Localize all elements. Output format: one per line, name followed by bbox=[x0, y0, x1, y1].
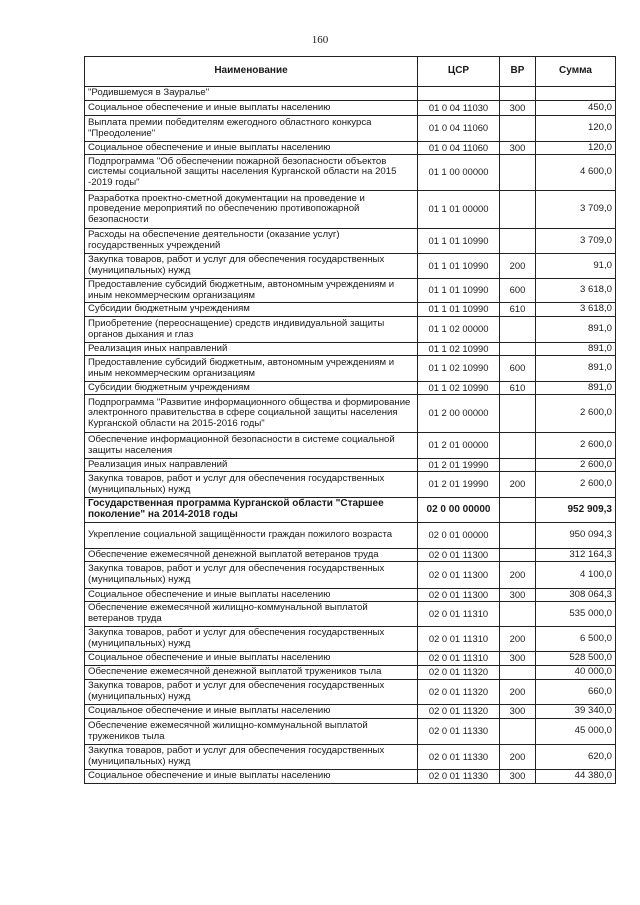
row-vr bbox=[500, 549, 536, 562]
row-csr: 02 0 01 11300 bbox=[418, 589, 500, 602]
row-sum: 39 340,0 bbox=[536, 705, 616, 719]
row-name: Государственная программа Курганской области "Старшее поколение" на 2014-2018 годы bbox=[85, 498, 418, 523]
row-vr: 300 bbox=[500, 652, 536, 666]
row-vr bbox=[500, 155, 536, 191]
row-sum bbox=[536, 87, 616, 101]
row-name: Социальное обеспечение и иные выплаты населению bbox=[85, 770, 418, 784]
row-name: Обеспечение ежемесячной денежной выплатой тружеников тыла bbox=[85, 666, 418, 680]
table-row bbox=[85, 705, 616, 719]
row-sum: 660,0 bbox=[536, 680, 616, 705]
row-name: Закупка товаров, работ и услуг для обеспечения государственных (муниципальных) нужд bbox=[85, 562, 418, 589]
row-vr: 300 bbox=[500, 101, 536, 116]
header-name: Наименование bbox=[85, 57, 418, 87]
row-vr bbox=[500, 719, 536, 745]
row-sum: 308 064,3 bbox=[536, 589, 616, 602]
row-csr bbox=[418, 87, 500, 101]
header-row bbox=[85, 57, 616, 87]
row-csr: 02 0 01 11330 bbox=[418, 719, 500, 745]
header-sum: Сумма bbox=[536, 57, 616, 87]
row-name: Закупка товаров, работ и услуг для обеспечения государственных (муниципальных) нужд bbox=[85, 745, 418, 770]
row-vr: 200 bbox=[500, 254, 536, 279]
table-row bbox=[85, 279, 616, 303]
row-name: Закупка товаров, работ и услуг для обеспечения государственных (муниципальных) нужд bbox=[85, 254, 418, 279]
row-csr: 01 1 01 10990 bbox=[418, 254, 500, 279]
row-name: Укрепление социальной защищённости граждан пожилого возраста bbox=[85, 523, 418, 549]
row-csr: 02 0 01 00000 bbox=[418, 523, 500, 549]
table-row bbox=[85, 155, 616, 191]
row-vr: 200 bbox=[500, 627, 536, 652]
table-row bbox=[85, 523, 616, 549]
row-vr bbox=[500, 87, 536, 101]
row-name: Обеспечение ежемесячной жилищно-коммунальной выплатой ветеранов труда bbox=[85, 602, 418, 627]
table-row bbox=[85, 101, 616, 116]
row-sum: 45 000,0 bbox=[536, 719, 616, 745]
table-row bbox=[85, 589, 616, 602]
table-row bbox=[85, 627, 616, 652]
table-row bbox=[85, 142, 616, 155]
table-row bbox=[85, 395, 616, 433]
table-row bbox=[85, 191, 616, 229]
row-vr: 200 bbox=[500, 680, 536, 705]
table-row bbox=[85, 602, 616, 627]
row-sum: 891,0 bbox=[536, 356, 616, 382]
row-name: Закупка товаров, работ и услуг для обеспечения государственных (муниципальных) нужд bbox=[85, 680, 418, 705]
row-vr bbox=[500, 191, 536, 229]
row-csr: 01 1 02 10990 bbox=[418, 382, 500, 395]
row-csr: 01 0 04 11030 bbox=[418, 101, 500, 116]
row-vr bbox=[500, 343, 536, 356]
row-sum: 950 094,3 bbox=[536, 523, 616, 549]
row-name: Субсидии бюджетным учреждениям bbox=[85, 382, 418, 395]
row-name: Социальное обеспечение и иные выплаты населению bbox=[85, 652, 418, 666]
table-row bbox=[85, 317, 616, 343]
row-sum: 3 618,0 bbox=[536, 279, 616, 303]
row-sum: 891,0 bbox=[536, 343, 616, 356]
row-csr: 02 0 01 11330 bbox=[418, 770, 500, 784]
row-vr: 600 bbox=[500, 356, 536, 382]
row-name: Расходы на обеспечение деятельности (оказание услуг) государственных учреждений bbox=[85, 229, 418, 254]
row-sum: 2 600,0 bbox=[536, 395, 616, 433]
table-row bbox=[85, 343, 616, 356]
row-name: Обеспечение ежемесячной жилищно-коммунальной выплатой тружеников тыла bbox=[85, 719, 418, 745]
row-vr: 300 bbox=[500, 770, 536, 784]
row-csr: 01 2 00 00000 bbox=[418, 395, 500, 433]
row-sum: 891,0 bbox=[536, 382, 616, 395]
row-name: Обеспечение ежемесячной денежной выплатой ветеранов труда bbox=[85, 549, 418, 562]
row-name: Социальное обеспечение и иные выплаты населению bbox=[85, 705, 418, 719]
header-vr: ВР bbox=[500, 57, 536, 87]
row-csr: 01 0 04 11060 bbox=[418, 142, 500, 155]
row-name: "Родившемуся в Зауралье" bbox=[85, 87, 418, 101]
table-row bbox=[85, 116, 616, 142]
table-row bbox=[85, 254, 616, 279]
table-row bbox=[85, 680, 616, 705]
row-vr bbox=[500, 498, 536, 523]
row-name: Подпрограмма "Развитие информационного общества и формирование электронного правительства в сфере социальной защиты населения Курганской области на 2015-2016 годы" bbox=[85, 395, 418, 433]
row-vr: 300 bbox=[500, 705, 536, 719]
row-name: Социальное обеспечение и иные выплаты населению bbox=[85, 101, 418, 116]
row-vr bbox=[500, 523, 536, 549]
row-sum: 3 709,0 bbox=[536, 191, 616, 229]
row-csr: 01 1 02 10990 bbox=[418, 356, 500, 382]
table-row bbox=[85, 562, 616, 589]
row-name: Субсидии бюджетным учреждениям bbox=[85, 303, 418, 317]
table-row bbox=[85, 433, 616, 459]
row-name: Закупка товаров, работ и услуг для обеспечения государственных (муниципальных) нужд bbox=[85, 627, 418, 652]
row-sum: 91,0 bbox=[536, 254, 616, 279]
row-name: Закупка товаров, работ и услуг для обеспечения государственных (муниципальных) нужд bbox=[85, 472, 418, 498]
row-sum: 6 500,0 bbox=[536, 627, 616, 652]
row-vr bbox=[500, 317, 536, 343]
row-sum: 4 100,0 bbox=[536, 562, 616, 589]
table-row bbox=[85, 719, 616, 745]
table-body bbox=[85, 87, 616, 784]
row-csr: 02 0 01 11300 bbox=[418, 549, 500, 562]
row-sum: 3 618,0 bbox=[536, 303, 616, 317]
table-row bbox=[85, 87, 616, 101]
row-name: Разработка проектно-сметной документации на проведение и проведение мероприятий по обеспечению противопожарной безопасности bbox=[85, 191, 418, 229]
row-sum: 44 380,0 bbox=[536, 770, 616, 784]
table-row bbox=[85, 356, 616, 382]
row-name: Приобретение (переоснащение) средств индивидуальной защиты органов дыхания и глаз bbox=[85, 317, 418, 343]
row-vr: 300 bbox=[500, 589, 536, 602]
row-csr: 01 1 02 10990 bbox=[418, 343, 500, 356]
row-csr: 02 0 01 11310 bbox=[418, 602, 500, 627]
table-row bbox=[85, 382, 616, 395]
row-sum: 952 909,3 bbox=[536, 498, 616, 523]
row-vr: 610 bbox=[500, 382, 536, 395]
row-sum: 2 600,0 bbox=[536, 459, 616, 472]
row-csr: 01 1 01 10990 bbox=[418, 229, 500, 254]
table-row bbox=[85, 652, 616, 666]
row-csr: 02 0 00 00000 bbox=[418, 498, 500, 523]
row-vr bbox=[500, 116, 536, 142]
row-sum: 120,0 bbox=[536, 116, 616, 142]
row-name: Реализация иных направлений bbox=[85, 343, 418, 356]
row-csr: 01 2 01 19990 bbox=[418, 472, 500, 498]
table-row bbox=[85, 472, 616, 498]
row-name: Обеспечение информационной безопасности в системе социальной защиты населения bbox=[85, 433, 418, 459]
row-vr: 600 bbox=[500, 279, 536, 303]
table-row bbox=[85, 459, 616, 472]
row-sum: 2 600,0 bbox=[536, 433, 616, 459]
row-sum: 2 600,0 bbox=[536, 472, 616, 498]
table-row bbox=[85, 666, 616, 680]
row-vr: 200 bbox=[500, 562, 536, 589]
row-name: Выплата премии победителям ежегодного областного конкурса "Преодоление" bbox=[85, 116, 418, 142]
row-name: Предоставление субсидий бюджетным, автономным учреждениям и иным некоммерческим организациям bbox=[85, 279, 418, 303]
row-name: Социальное обеспечение и иные выплаты населению bbox=[85, 142, 418, 155]
row-csr: 01 0 04 11060 bbox=[418, 116, 500, 142]
row-csr: 01 2 01 00000 bbox=[418, 433, 500, 459]
row-name: Реализация иных направлений bbox=[85, 459, 418, 472]
row-csr: 01 1 01 10990 bbox=[418, 279, 500, 303]
row-csr: 02 0 01 11310 bbox=[418, 627, 500, 652]
table-row bbox=[85, 498, 616, 523]
row-name: Предоставление субсидий бюджетным, автономным учреждениям и иным некоммерческим организациям bbox=[85, 356, 418, 382]
row-csr: 02 0 01 11320 bbox=[418, 666, 500, 680]
table-row bbox=[85, 549, 616, 562]
row-csr: 01 1 01 00000 bbox=[418, 191, 500, 229]
row-sum: 4 600,0 bbox=[536, 155, 616, 191]
row-vr bbox=[500, 395, 536, 433]
row-sum: 528 500,0 bbox=[536, 652, 616, 666]
page-number: 160 bbox=[311, 34, 329, 46]
row-name: Подпрограмма "Об обеспечении пожарной безопасности объектов системы социальной защиты населения Курганской области на 2015 -2019 годы" bbox=[85, 155, 418, 191]
row-csr: 02 0 01 11320 bbox=[418, 680, 500, 705]
row-csr: 02 0 01 11310 bbox=[418, 652, 500, 666]
row-sum: 120,0 bbox=[536, 142, 616, 155]
row-vr bbox=[500, 602, 536, 627]
row-csr: 01 2 01 19990 bbox=[418, 459, 500, 472]
row-csr: 01 1 02 00000 bbox=[418, 317, 500, 343]
row-vr bbox=[500, 229, 536, 254]
row-csr: 02 0 01 11330 bbox=[418, 745, 500, 770]
row-vr bbox=[500, 459, 536, 472]
row-vr bbox=[500, 433, 536, 459]
table-row bbox=[85, 303, 616, 317]
row-sum: 40 000,0 bbox=[536, 666, 616, 680]
table-row bbox=[85, 745, 616, 770]
row-sum: 535 000,0 bbox=[536, 602, 616, 627]
table-row bbox=[85, 229, 616, 254]
row-sum: 450,0 bbox=[536, 101, 616, 116]
budget-table bbox=[84, 56, 616, 784]
row-name: Социальное обеспечение и иные выплаты населению bbox=[85, 589, 418, 602]
row-vr: 200 bbox=[500, 745, 536, 770]
row-csr: 02 0 01 11320 bbox=[418, 705, 500, 719]
row-csr: 02 0 01 11300 bbox=[418, 562, 500, 589]
row-vr bbox=[500, 666, 536, 680]
table-row bbox=[85, 770, 616, 784]
row-sum: 3 709,0 bbox=[536, 229, 616, 254]
row-vr: 200 bbox=[500, 472, 536, 498]
row-vr: 610 bbox=[500, 303, 536, 317]
row-csr: 01 1 00 00000 bbox=[418, 155, 500, 191]
row-sum: 312 164,3 bbox=[536, 549, 616, 562]
row-vr: 300 bbox=[500, 142, 536, 155]
row-sum: 620,0 bbox=[536, 745, 616, 770]
row-sum: 891,0 bbox=[536, 317, 616, 343]
header-csr: ЦСР bbox=[418, 57, 500, 87]
row-csr: 01 1 01 10990 bbox=[418, 303, 500, 317]
